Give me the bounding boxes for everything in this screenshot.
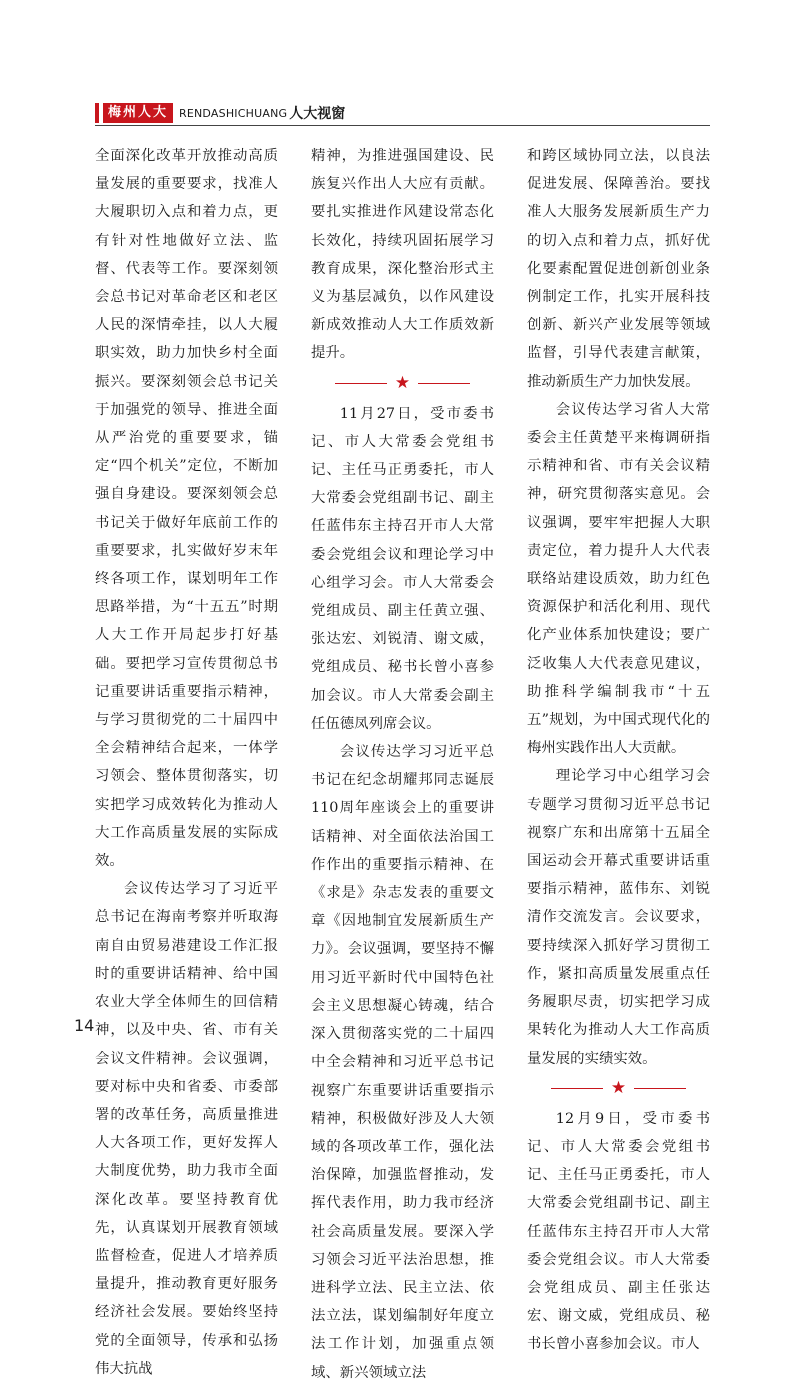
text-column-1 <box>95 142 278 1383</box>
header-rule <box>95 125 710 126</box>
page-number: 14 <box>74 1016 95 1035</box>
paragraph: 会议传达学习了习近平总书记在海南考察并听取海南自由贸易港建设工作汇报时的重要讲话精神、给中国农业大学全体师生的回信精神，以及中央、省、市有关会议文件精神。会议强调，要对标中央和省委、市委部署的改革任务，高质量推进人大各项工作，更好发挥人大制度优势，助力我市全面深化改革。要坚持教育优先，认真谋划开展教育领域监督检查，促进人才培养质量提升，推动教育更好服务经济社会发展。要始终坚持党的全面领导，传承和弘扬伟大抗战 <box>95 881 278 1377</box>
star-icon: ★ <box>610 1078 627 1099</box>
divider-line <box>335 383 387 384</box>
divider-line <box>551 1088 603 1089</box>
star-icon: ★ <box>394 373 411 394</box>
section-subtitle-cn: 人大视窗 <box>289 106 346 122</box>
brand-label: 梅州人大 <box>103 103 173 123</box>
paragraph: 理论学习中心组学习会专题学习贯彻习近平总书记视察广东和出席第十五届全国运动会开幕式重要讲话重要指示精神，蓝伟东、刘锐清作交流发言。会议要求，要持续深入抓好学习贯彻工作，紧扣高质量发展重点任务履职尽责，切实把学习成果转化为推动人大工作高质量发展的实绩实效。 <box>527 768 710 1067</box>
paragraph: 11月27日，受市委书记、市人大常委会党组书记、主任马正勇委托，市人大常委会党组副书记、副主任蓝伟东主持召开市人大常委会党组会议和理论学习中心组学习会。市人大常委会党组成员、副主任黄立强、张达宏、刘锐清、谢文威，党组成员、秘书长曾小喜参加会议。市人大常委会副主任伍德凤列席会议。 <box>311 405 494 732</box>
paragraph: 和跨区域协同立法，以良法促进发展、保障善治。要找准人大服务发展新质生产力的切入点和着力点，抓好优化要素配置促进创新创业条例制定工作，扎实开展科技创新、新兴产业发展等领域监督，引导代表建言献策，推动新质生产力加快发展。 <box>527 148 710 390</box>
header-accent-bar <box>95 103 99 123</box>
star-divider <box>311 370 494 398</box>
divider-line <box>634 1088 686 1089</box>
paragraph: 全面深化改革开放推动高质量发展的重要要求，找准人大履职切入点和着力点，更有针对性地做好立法、监督、代表等工作。要深刻领会总书记对革命老区和老区人民的深情牵挂，以人大履职实效，助力加快乡村全面振兴。要深刻领会总书记关于加强党的领导、推进全面从严治党的重要要求，锚定“四个机关”定位，不断加强自身建设。要深刻领会总书记关于做好年底前工作的重要要求，扎实做好岁末年终各项工作，谋划明年工作思路举措，为“十五五”时期人大工作开局起步打好基础。要把学习宣传贯彻总书记重要讲话重要指示精神，与学习贯彻党的二十届四中全会精神结合起来，一体学习领会、整体贯彻落实，切实把学习成效转化为推动人大工作高质量发展的实际成效。 <box>95 148 278 870</box>
paragraph: 精神，为推进强国建设、民族复兴作出人大应有贡献。要扎实推进作风建设常态化长效化，持续巩固拓展学习教育成果，深化整治形式主义为基层减负，以作风建设新成效推动人大工作质效新提升。 <box>311 148 494 362</box>
section-subtitle-en: RENDASHICHUANG <box>179 106 288 120</box>
section-header <box>95 103 345 123</box>
paragraph: 会议传达学习省人大常委会主任黄楚平来梅调研指示精神和省、市有关会议精神，研究贯彻落实意见。会议强调，要牢牢把握人大职责定位，着力提升人大代表联络站建设质效，助力红色资源保护和活化利用、现代化产业体系加快建设；要广泛收集人大代表意见建议，助推科学编制我市“十五五”规划，为中国式现代化的梅州实践作出人大贡献。 <box>527 401 710 757</box>
star-divider <box>527 1075 710 1103</box>
text-column-2 <box>311 142 494 1387</box>
text-column-3 <box>527 142 710 1359</box>
paragraph: 12月9日，受市委书记、市人大常委会党组书记、主任马正勇委托，市人大常委会党组副书记、副主任蓝伟东主持召开市人大常委会党组会议。市人大常委会党组成员、副主任张达宏、谢文威，党组成员、秘书长曾小喜参加会议。市人 <box>527 1110 710 1353</box>
paragraph: 会议传达学习习近平总书记在纪念胡耀邦同志诞辰110周年座谈会上的重要讲话精神、对全面依法治国工作作出的重要指示精神、在《求是》杂志发表的重要文章《因地制宜发展新质生产力》。会议强调，要坚持不懈用习近平新时代中国特色社会主义思想凝心铸魂，结合深入贯彻落实党的二十届四中全会精神和习近平总书记视察广东重要讲话重要指示精神，积极做好涉及人大领域的各项改革工作，强化法治保障，加强监督推动，发挥代表作用，助力我市经济社会高质量发展。要深入学习领会习近平法治思想，推进科学立法、民主立法、依法立法，谋划编制好年度立法工作计划，加强重点领域、新兴领域立法 <box>311 744 494 1381</box>
divider-line <box>418 383 470 384</box>
